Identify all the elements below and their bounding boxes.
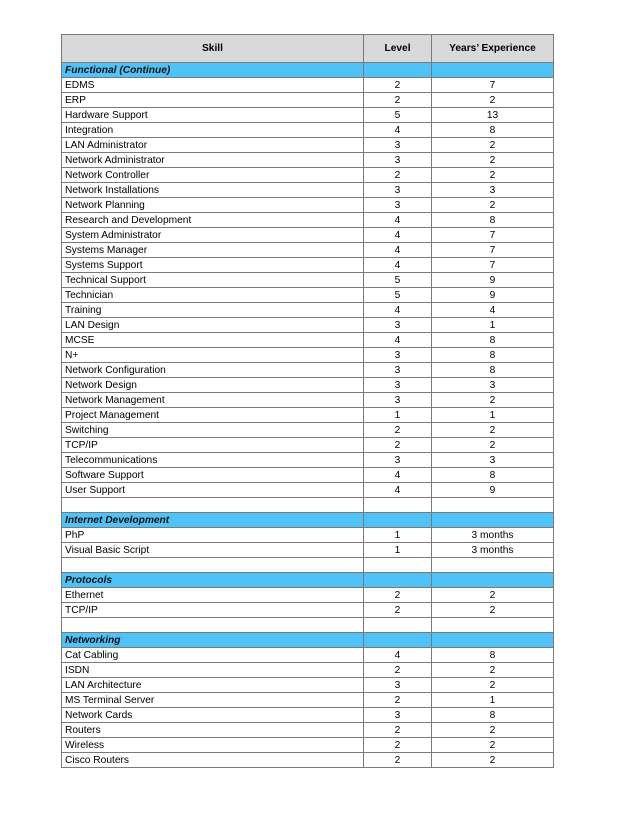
level-cell: 3	[364, 453, 432, 468]
skill-cell: MS Terminal Server	[62, 693, 364, 708]
section-empty-cell	[432, 573, 554, 588]
level-cell: 3	[364, 318, 432, 333]
years-experience-cell: 2	[432, 753, 554, 768]
section-header-row	[62, 513, 554, 528]
level-cell: 2	[364, 168, 432, 183]
level-cell: 3	[364, 708, 432, 723]
years-experience-cell: 13	[432, 108, 554, 123]
blank-row	[62, 618, 554, 633]
level-cell: 4	[364, 228, 432, 243]
empty-cell	[62, 498, 364, 513]
years-experience-cell: 2	[432, 723, 554, 738]
header-level: Level	[364, 35, 432, 63]
skill-cell: LAN Architecture	[62, 678, 364, 693]
section-title: Networking	[62, 633, 364, 648]
skill-cell: Network Cards	[62, 708, 364, 723]
level-cell: 3	[364, 378, 432, 393]
years-experience-cell: 7	[432, 258, 554, 273]
years-experience-cell: 7	[432, 78, 554, 93]
skill-cell: Network Controller	[62, 168, 364, 183]
level-cell: 2	[364, 423, 432, 438]
level-cell: 4	[364, 123, 432, 138]
years-experience-cell: 2	[432, 93, 554, 108]
table-row	[62, 738, 554, 753]
years-experience-cell: 1	[432, 693, 554, 708]
years-experience-cell: 7	[432, 228, 554, 243]
level-cell: 2	[364, 738, 432, 753]
skills-table-body	[62, 63, 554, 768]
level-cell: 4	[364, 468, 432, 483]
years-experience-cell: 2	[432, 678, 554, 693]
table-row	[62, 213, 554, 228]
level-cell: 3	[364, 138, 432, 153]
table-row	[62, 663, 554, 678]
table-row	[62, 78, 554, 93]
years-experience-cell: 4	[432, 303, 554, 318]
table-row	[62, 648, 554, 663]
table-row	[62, 228, 554, 243]
skill-cell: Cisco Routers	[62, 753, 364, 768]
empty-cell	[364, 498, 432, 513]
years-experience-cell: 2	[432, 423, 554, 438]
section-empty-cell	[364, 573, 432, 588]
level-cell: 4	[364, 213, 432, 228]
blank-row	[62, 498, 554, 513]
years-experience-cell: 1	[432, 408, 554, 423]
table-row	[62, 123, 554, 138]
level-cell: 2	[364, 78, 432, 93]
years-experience-cell: 9	[432, 288, 554, 303]
table-row	[62, 438, 554, 453]
header-years-experience: Years’ Experience	[432, 35, 554, 63]
years-experience-cell: 3	[432, 183, 554, 198]
skill-cell: User Support	[62, 483, 364, 498]
skills-table	[61, 34, 554, 768]
skill-cell: PhP	[62, 528, 364, 543]
skill-cell: ERP	[62, 93, 364, 108]
table-row	[62, 393, 554, 408]
section-title: Internet Development	[62, 513, 364, 528]
table-row	[62, 468, 554, 483]
years-experience-cell: 8	[432, 468, 554, 483]
level-cell: 2	[364, 693, 432, 708]
level-cell: 3	[364, 348, 432, 363]
skill-cell: Technical Support	[62, 273, 364, 288]
table-row	[62, 318, 554, 333]
skill-cell: Network Installations	[62, 183, 364, 198]
table-row	[62, 258, 554, 273]
level-cell: 3	[364, 363, 432, 378]
level-cell: 2	[364, 438, 432, 453]
table-row	[62, 333, 554, 348]
skill-cell: Research and Development	[62, 213, 364, 228]
table-row	[62, 273, 554, 288]
years-experience-cell: 3	[432, 453, 554, 468]
empty-cell	[364, 618, 432, 633]
years-experience-cell: 8	[432, 123, 554, 138]
section-title: Protocols	[62, 573, 364, 588]
table-row	[62, 423, 554, 438]
level-cell: 5	[364, 273, 432, 288]
table-row	[62, 483, 554, 498]
level-cell: 4	[364, 258, 432, 273]
skill-cell: Network Administrator	[62, 153, 364, 168]
table-row	[62, 678, 554, 693]
table-row	[62, 288, 554, 303]
skill-cell: Hardware Support	[62, 108, 364, 123]
skill-cell: Telecommunications	[62, 453, 364, 468]
skill-cell: Network Design	[62, 378, 364, 393]
years-experience-cell: 8	[432, 708, 554, 723]
table-row	[62, 408, 554, 423]
level-cell: 2	[364, 93, 432, 108]
table-row	[62, 243, 554, 258]
level-cell: 1	[364, 528, 432, 543]
years-experience-cell: 9	[432, 273, 554, 288]
skill-cell: Training	[62, 303, 364, 318]
section-header-row	[62, 633, 554, 648]
skill-cell: Systems Support	[62, 258, 364, 273]
level-cell: 2	[364, 753, 432, 768]
empty-cell	[432, 498, 554, 513]
level-cell: 4	[364, 243, 432, 258]
skill-cell: Systems Manager	[62, 243, 364, 258]
skill-cell: N+	[62, 348, 364, 363]
skill-cell: LAN Design	[62, 318, 364, 333]
level-cell: 2	[364, 588, 432, 603]
years-experience-cell: 2	[432, 153, 554, 168]
table-row	[62, 108, 554, 123]
years-experience-cell: 2	[432, 603, 554, 618]
table-row	[62, 303, 554, 318]
section-title: Functional (Continue)	[62, 63, 364, 78]
level-cell: 5	[364, 288, 432, 303]
section-header-row	[62, 63, 554, 78]
skill-cell: LAN Administrator	[62, 138, 364, 153]
level-cell: 4	[364, 648, 432, 663]
years-experience-cell: 3	[432, 378, 554, 393]
years-experience-cell: 2	[432, 168, 554, 183]
table-row	[62, 753, 554, 768]
skill-cell: EDMS	[62, 78, 364, 93]
years-experience-cell: 1	[432, 318, 554, 333]
years-experience-cell: 3 months	[432, 528, 554, 543]
level-cell: 2	[364, 603, 432, 618]
skill-cell: MCSE	[62, 333, 364, 348]
level-cell: 3	[364, 678, 432, 693]
skill-cell: Integration	[62, 123, 364, 138]
table-row	[62, 153, 554, 168]
level-cell: 3	[364, 153, 432, 168]
header-skill: Skill	[62, 35, 364, 63]
table-row	[62, 198, 554, 213]
section-empty-cell	[432, 63, 554, 78]
section-header-row	[62, 573, 554, 588]
level-cell: 4	[364, 303, 432, 318]
section-empty-cell	[364, 633, 432, 648]
table-row	[62, 183, 554, 198]
years-experience-cell: 8	[432, 213, 554, 228]
years-experience-cell: 2	[432, 588, 554, 603]
years-experience-cell: 8	[432, 348, 554, 363]
years-experience-cell: 2	[432, 198, 554, 213]
skill-cell: System Administrator	[62, 228, 364, 243]
years-experience-cell: 3 months	[432, 543, 554, 558]
empty-cell	[62, 558, 364, 573]
years-experience-cell: 8	[432, 363, 554, 378]
table-row	[62, 93, 554, 108]
table-row	[62, 378, 554, 393]
skill-cell: Wireless	[62, 738, 364, 753]
skill-cell: TCP/IP	[62, 438, 364, 453]
skill-cell: Network Planning	[62, 198, 364, 213]
skill-cell: Project Management	[62, 408, 364, 423]
table-row	[62, 528, 554, 543]
table-row	[62, 138, 554, 153]
years-experience-cell: 2	[432, 663, 554, 678]
table-row	[62, 363, 554, 378]
years-experience-cell: 9	[432, 483, 554, 498]
table-row	[62, 543, 554, 558]
years-experience-cell: 2	[432, 738, 554, 753]
empty-cell	[432, 618, 554, 633]
years-experience-cell: 8	[432, 648, 554, 663]
skill-cell: Switching	[62, 423, 364, 438]
empty-cell	[62, 618, 364, 633]
level-cell: 1	[364, 543, 432, 558]
section-empty-cell	[432, 633, 554, 648]
level-cell: 3	[364, 183, 432, 198]
table-row	[62, 603, 554, 618]
level-cell: 4	[364, 333, 432, 348]
table-row	[62, 168, 554, 183]
skill-cell: Network Management	[62, 393, 364, 408]
table-row	[62, 708, 554, 723]
skill-cell: Ethernet	[62, 588, 364, 603]
section-empty-cell	[432, 513, 554, 528]
level-cell: 2	[364, 723, 432, 738]
years-experience-cell: 2	[432, 138, 554, 153]
table-row	[62, 723, 554, 738]
level-cell: 1	[364, 408, 432, 423]
table-row	[62, 693, 554, 708]
years-experience-cell: 2	[432, 393, 554, 408]
level-cell: 3	[364, 393, 432, 408]
level-cell: 3	[364, 198, 432, 213]
skill-cell: ISDN	[62, 663, 364, 678]
skill-cell: Software Support	[62, 468, 364, 483]
skill-cell: Technician	[62, 288, 364, 303]
level-cell: 2	[364, 663, 432, 678]
years-experience-cell: 8	[432, 333, 554, 348]
skill-cell: Routers	[62, 723, 364, 738]
level-cell: 4	[364, 483, 432, 498]
table-row	[62, 588, 554, 603]
skill-cell: Visual Basic Script	[62, 543, 364, 558]
skill-cell: TCP/IP	[62, 603, 364, 618]
empty-cell	[432, 558, 554, 573]
section-empty-cell	[364, 63, 432, 78]
empty-cell	[364, 558, 432, 573]
table-row	[62, 453, 554, 468]
blank-row	[62, 558, 554, 573]
skill-cell: Cat Cabling	[62, 648, 364, 663]
header-row	[62, 35, 554, 63]
section-empty-cell	[364, 513, 432, 528]
years-experience-cell: 7	[432, 243, 554, 258]
years-experience-cell: 2	[432, 438, 554, 453]
level-cell: 5	[364, 108, 432, 123]
skill-cell: Network Configuration	[62, 363, 364, 378]
table-row	[62, 348, 554, 363]
